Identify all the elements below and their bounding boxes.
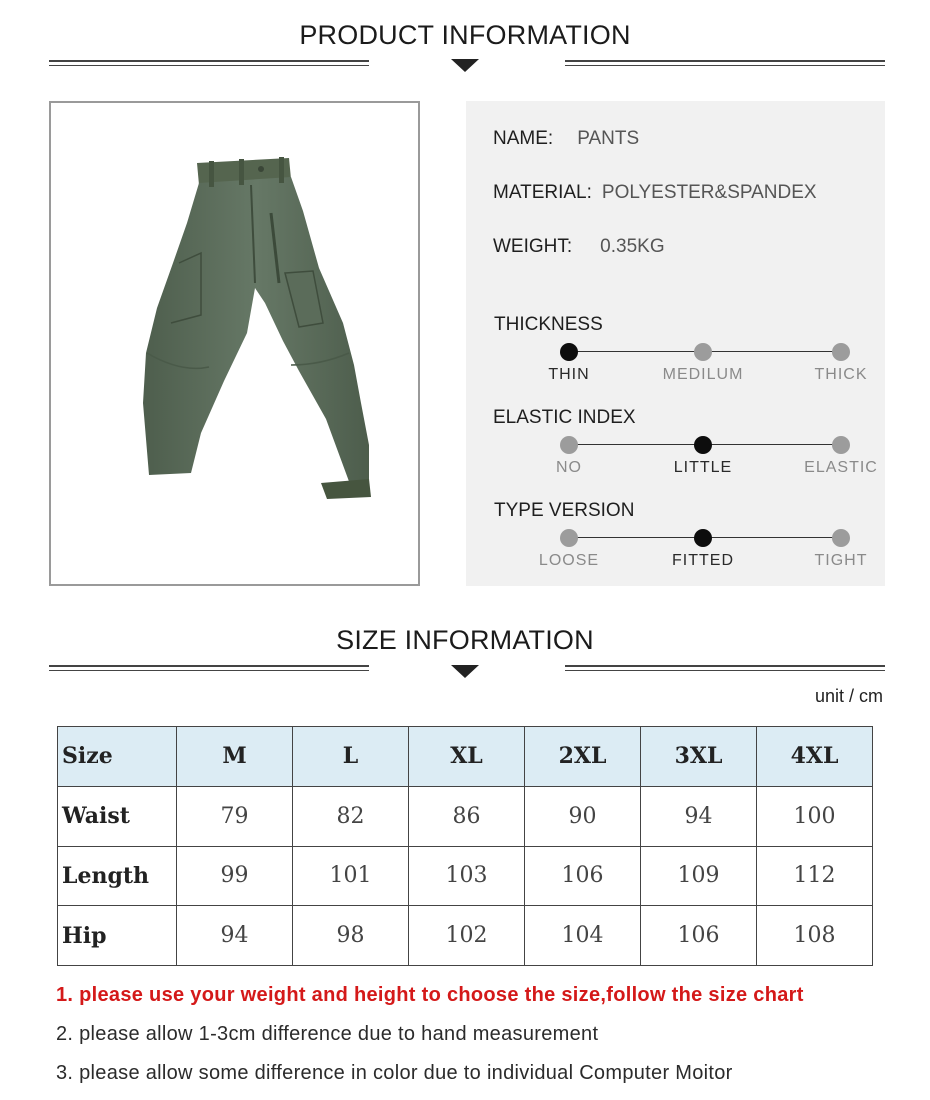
table-cell: 109 (641, 846, 757, 906)
table-cell: 103 (409, 846, 525, 906)
material-label: MATERIAL: (493, 182, 592, 203)
table-cell: 100 (757, 786, 873, 846)
header-rule-left (49, 60, 369, 66)
table-header-cell: L (293, 727, 409, 787)
thickness-option-thin: THIN (548, 366, 590, 383)
table-cell: 90 (525, 786, 641, 846)
thickness-option-thick: THICK (814, 366, 868, 383)
thickness-dot-thick (832, 343, 850, 361)
type-version-title: TYPE VERSION (494, 500, 635, 521)
name-label: NAME: (493, 128, 554, 149)
elastic-dot-little (694, 436, 712, 454)
elastic-option-no: NO (556, 459, 582, 476)
product-info-title: PRODUCT INFORMATION (299, 20, 631, 50)
table-header-cell: 4XL (757, 727, 873, 787)
weight-label: WEIGHT: (493, 236, 573, 257)
elastic-option-elastic: ELASTIC (804, 459, 878, 476)
material-value: POLYESTER&SPANDEX (601, 182, 817, 203)
table-cell: 106 (525, 846, 641, 906)
name-value: PANTS (577, 128, 640, 149)
unit-label: unit / cm (814, 686, 883, 706)
size-table (57, 726, 873, 966)
note-color: 3. please allow some difference in color due to individual Computer Moitor (56, 1062, 733, 1084)
table-cell: 99 (177, 846, 293, 906)
thickness-dot-thin (560, 343, 578, 361)
thickness-dot-medium (694, 343, 712, 361)
name-row (493, 128, 639, 150)
thickness-option-medium: MEDILUM (662, 366, 744, 383)
elastic-option-little: LITTLE (673, 459, 733, 476)
product-photo (49, 101, 420, 586)
table-cell: 102 (409, 906, 525, 966)
table-cell: 104 (525, 906, 641, 966)
table-header-cell: Size (58, 727, 177, 787)
weight-value: 0.35KG (600, 236, 665, 257)
table-cell: 82 (293, 786, 409, 846)
table-header-row (58, 727, 873, 787)
header-rule-right (565, 60, 885, 66)
table-row (58, 906, 873, 966)
table-header-cell: M (177, 727, 293, 787)
type-option-loose: LOOSE (538, 552, 600, 569)
table-cell: 106 (641, 906, 757, 966)
pants-photo-icon (51, 103, 418, 584)
table-row-label: Length (58, 846, 177, 906)
table-row (58, 846, 873, 906)
thickness-title: THICKNESS (494, 314, 603, 335)
type-option-tight: TIGHT (814, 552, 868, 569)
table-header-cell: XL (409, 727, 525, 787)
size-rule-right (565, 665, 885, 671)
table-cell: 79 (177, 786, 293, 846)
table-cell: 94 (177, 906, 293, 966)
weight-row (493, 236, 665, 258)
material-row (493, 182, 817, 204)
table-row (58, 786, 873, 846)
note-measurement: 2. please allow 1-3cm difference due to hand measurement (56, 1023, 599, 1045)
note-size-choice: 1. please use your weight and height to choose the size,follow the size chart (56, 984, 804, 1006)
elastic-dot-elastic (832, 436, 850, 454)
table-header-cell: 3XL (641, 727, 757, 787)
table-header-cell: 2XL (525, 727, 641, 787)
table-cell: 98 (293, 906, 409, 966)
type-option-fitted: FITTED (672, 552, 734, 569)
table-cell: 94 (641, 786, 757, 846)
type-dot-loose (560, 529, 578, 547)
size-info-title: SIZE INFORMATION (336, 625, 594, 655)
table-cell: 101 (293, 846, 409, 906)
size-rule-left (49, 665, 369, 671)
table-row-label: Waist (58, 786, 177, 846)
table-row-label: Hip (58, 906, 177, 966)
product-info-panel (466, 101, 885, 586)
type-dot-fitted (694, 529, 712, 547)
table-cell: 86 (409, 786, 525, 846)
down-arrow-icon (451, 59, 479, 72)
table-cell: 108 (757, 906, 873, 966)
type-dot-tight (832, 529, 850, 547)
down-arrow-icon (451, 665, 479, 678)
elastic-title: ELASTIC INDEX (493, 407, 636, 428)
table-cell: 112 (757, 846, 873, 906)
elastic-dot-no (560, 436, 578, 454)
